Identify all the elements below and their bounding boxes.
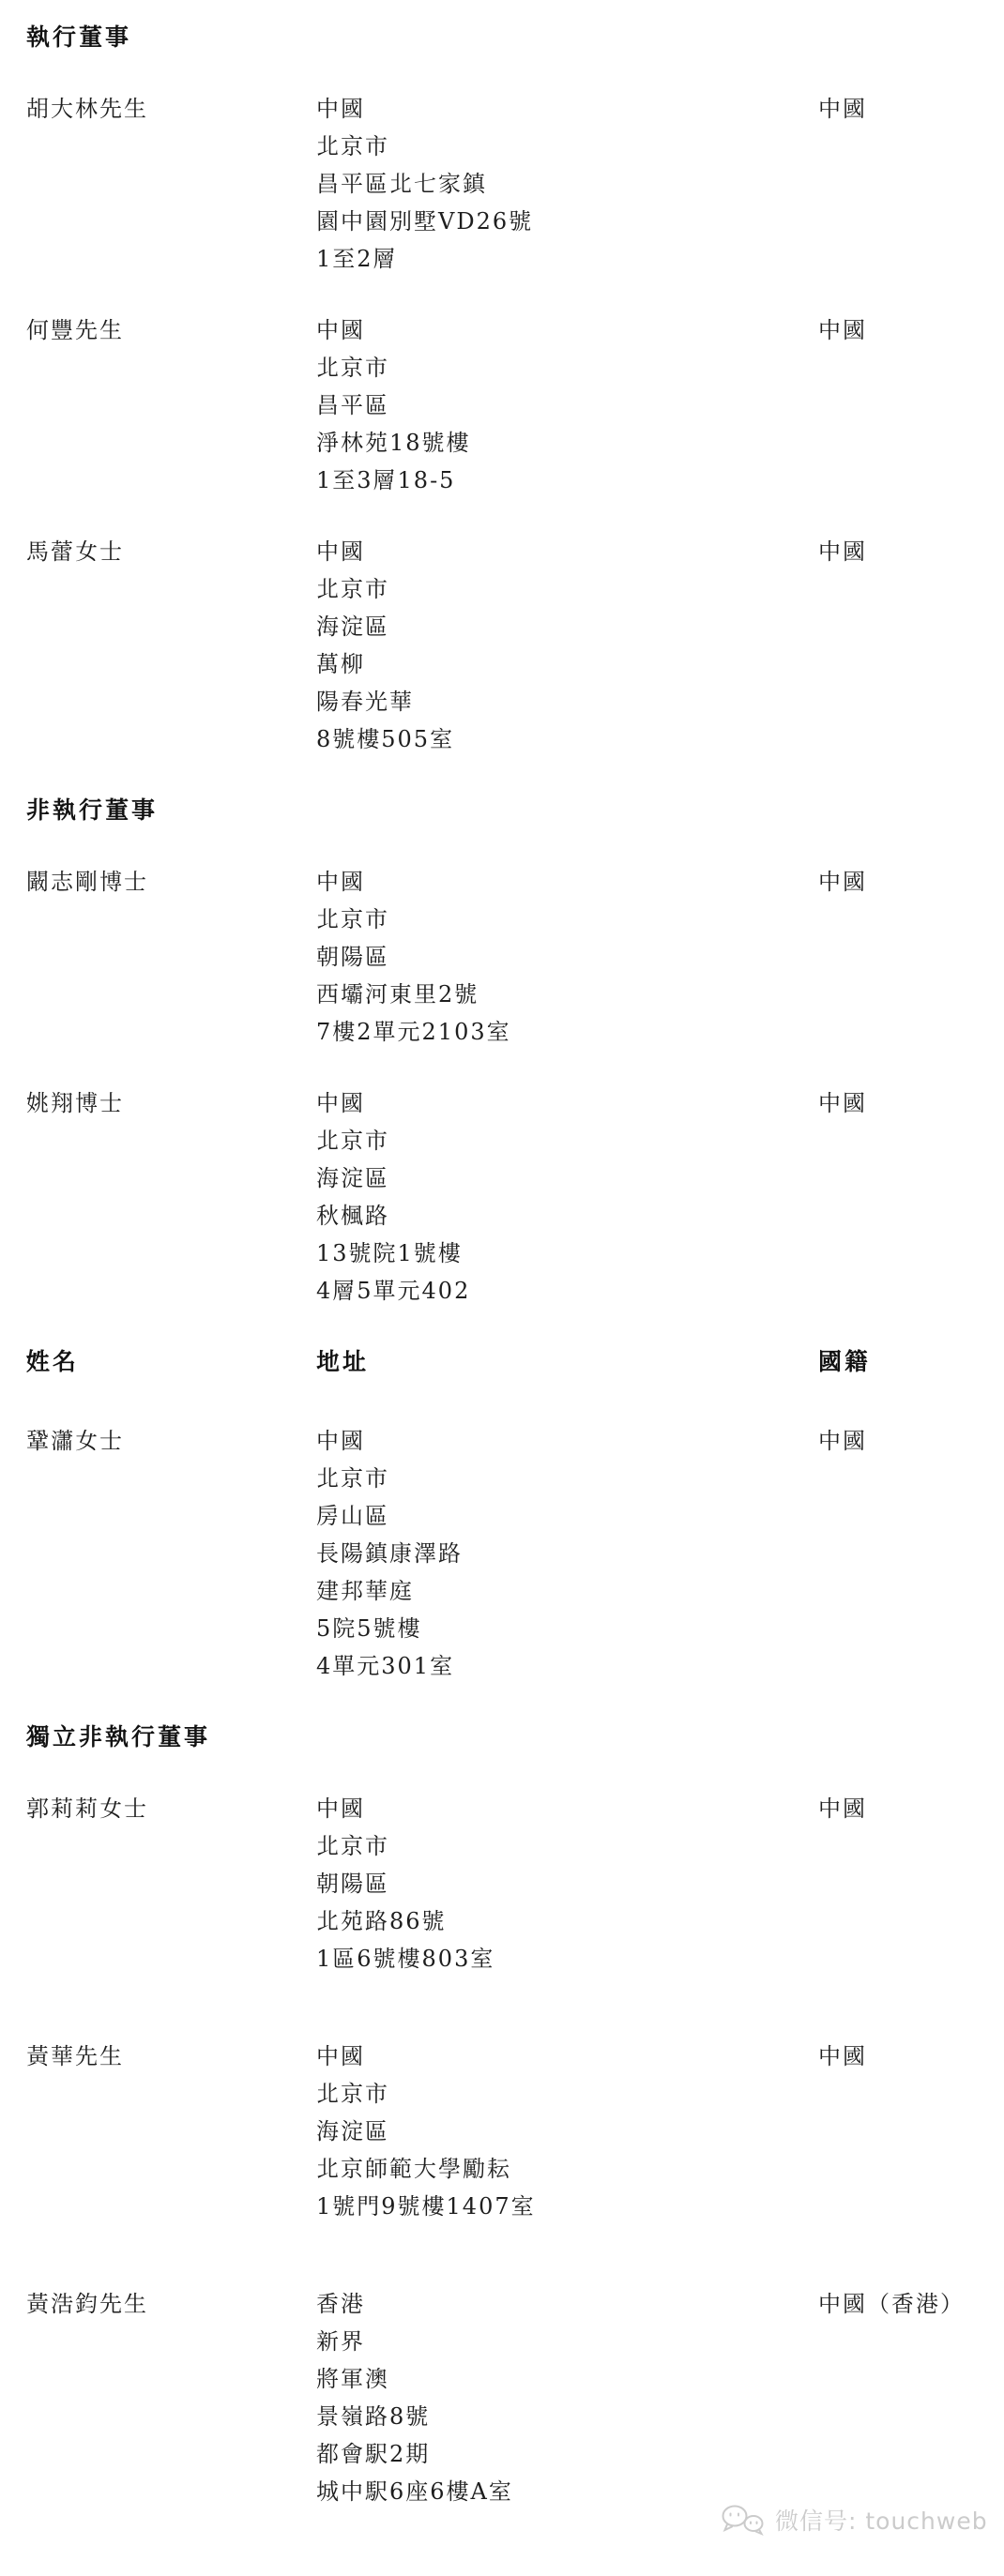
address-line: 北京市: [316, 906, 389, 932]
director-row: [26, 1422, 1004, 1685]
address-line: 海淀區: [316, 614, 389, 640]
director-nationality: 中國（香港）: [818, 2291, 965, 2317]
director-nationality: 中國: [818, 1428, 867, 1454]
director-nationality: 中國: [818, 96, 867, 122]
address-line: 1至2層: [316, 246, 398, 272]
address-line: 建邦華庭: [316, 1578, 414, 1604]
wechat-icon: [721, 2504, 766, 2536]
director-name: 黃華先生: [26, 2043, 124, 2069]
address-line: 長陽鎮康澤路: [316, 1540, 463, 1567]
address-line: 1號門9號樓1407室: [316, 2193, 536, 2220]
address-line: 中國: [316, 96, 365, 122]
address-line: 1至3層18-5: [316, 467, 456, 493]
director-row: [26, 863, 1004, 1051]
address-line: 中國: [316, 869, 365, 895]
director-row: [26, 2285, 1004, 2510]
address-line: 陽春光華: [316, 689, 414, 715]
address-line: 朝陽區: [316, 1871, 389, 1897]
director-row: [26, 1790, 1004, 1977]
director-nationality: 中國: [818, 1090, 867, 1116]
director-address: [316, 311, 818, 499]
section-heading-non-executive-directors: 非執行董事: [26, 796, 159, 824]
address-line: 北京市: [316, 1833, 389, 1859]
address-line: 5院5號樓: [316, 1615, 422, 1642]
address-line: 1區6號樓803室: [316, 1946, 495, 1972]
address-line: 北京市: [316, 1465, 389, 1492]
address-line: 中國: [316, 1428, 365, 1454]
address-line: 朝陽區: [316, 944, 389, 970]
director-name: 胡大林先生: [26, 96, 148, 122]
address-line: 都會駅2期: [316, 2441, 431, 2467]
address-line: 北京市: [316, 355, 389, 381]
address-line: 海淀區: [316, 2118, 389, 2144]
director-name: 何豐先生: [26, 317, 124, 343]
address-line: 香港: [316, 2291, 365, 2317]
address-line: 中國: [316, 1796, 365, 1822]
address-line: 中國: [316, 538, 365, 565]
director-row: [26, 1084, 1004, 1310]
director-row: [26, 90, 1004, 278]
column-header-name: 姓名: [26, 1348, 80, 1375]
director-name: 鞏瀟女士: [26, 1428, 124, 1454]
director-nationality: 中國: [818, 538, 867, 565]
address-line: 北京市: [316, 133, 389, 159]
address-line: 4單元301室: [316, 1653, 455, 1679]
director-name: 黃浩鈞先生: [26, 2291, 148, 2317]
address-line: 昌平區北七家鎮: [316, 171, 487, 197]
address-line: 7樓2單元2103室: [316, 1019, 511, 1045]
director-name: 姚翔博士: [26, 1090, 124, 1116]
director-address: [316, 1084, 818, 1310]
address-line: 中國: [316, 1090, 365, 1116]
address-line: 4層5單元402: [316, 1278, 471, 1304]
director-nationality: 中國: [818, 317, 867, 343]
address-line: 景嶺路8號: [316, 2403, 431, 2430]
address-line: 中國: [316, 317, 365, 343]
address-line: 北京市: [316, 1128, 389, 1154]
address-line: 海淀區: [316, 1165, 389, 1191]
watermark-text: 微信号: touchweb: [775, 2508, 988, 2535]
director-address: [316, 1422, 818, 1685]
section-heading-independent-non-executive-directors: 獨立非執行董事: [26, 1723, 211, 1750]
column-header-address: 地址: [316, 1348, 370, 1375]
director-address: [316, 90, 818, 278]
address-line: 萬柳: [316, 651, 365, 677]
table-column-header-row: [26, 1343, 1004, 1381]
address-line: 北京市: [316, 2081, 389, 2107]
address-line: 秋楓路: [316, 1203, 389, 1229]
director-nationality: 中國: [818, 2043, 867, 2069]
director-name: 馬蕾女士: [26, 538, 124, 565]
watermark: [721, 2503, 988, 2537]
director-row: [26, 533, 1004, 758]
director-row: [26, 311, 1004, 499]
address-line: 園中園別墅VD26號: [316, 208, 534, 235]
address-line: 昌平區: [316, 392, 389, 418]
director-name: 郭莉莉女士: [26, 1796, 148, 1822]
column-header-nationality: 國籍: [818, 1348, 872, 1375]
section-heading-executive-directors: 執行董事: [26, 23, 132, 51]
director-address: [316, 863, 818, 1051]
director-name: 闞志剛博士: [26, 869, 148, 895]
director-address: [316, 1790, 818, 1977]
address-line: 8號樓505室: [316, 726, 455, 752]
director-address: [316, 533, 818, 758]
address-line: 淨林苑18號樓: [316, 430, 471, 456]
address-line: 將軍澳: [316, 2366, 389, 2392]
address-line: 北苑路86號: [316, 1908, 447, 1934]
director-address: [316, 2038, 818, 2225]
director-address: [316, 2285, 818, 2510]
address-line: 北京市: [316, 576, 389, 602]
director-nationality: 中國: [818, 869, 867, 895]
director-nationality: 中國: [818, 1796, 867, 1822]
address-line: 北京師範大學勵耘: [316, 2156, 511, 2182]
address-line: 西壩河東里2號: [316, 981, 479, 1008]
address-line: 城中駅6座6樓A室: [316, 2478, 513, 2505]
address-line: 13號院1號樓: [316, 1240, 463, 1266]
address-line: 新界: [316, 2328, 365, 2355]
address-line: 中國: [316, 2043, 365, 2069]
address-line: 房山區: [316, 1503, 389, 1529]
director-row: [26, 2038, 1004, 2225]
